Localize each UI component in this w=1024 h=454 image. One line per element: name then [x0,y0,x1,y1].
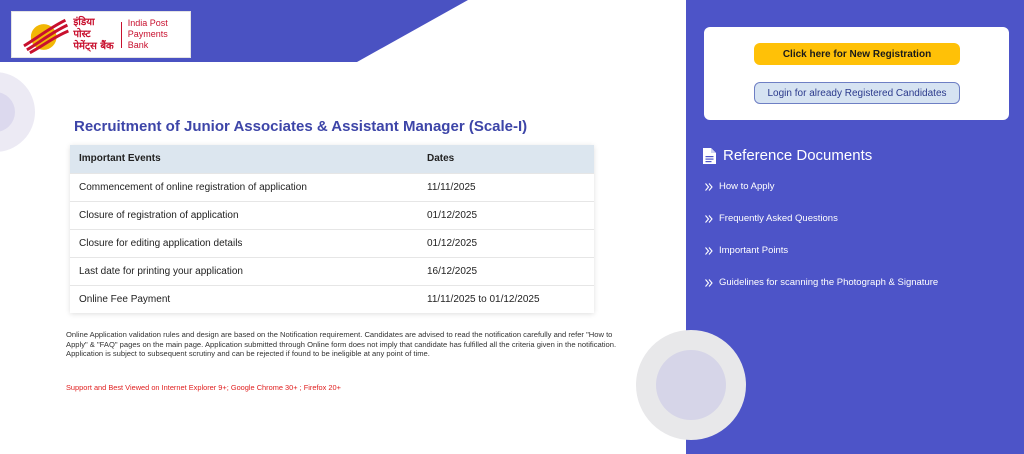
column-header-dates: Dates [418,145,594,173]
reference-link-label: Important Points [719,245,789,256]
reference-link-label: How to Apply [719,181,775,192]
table-row [70,257,594,285]
date-cell: 01/12/2025 [418,201,594,229]
validation-notice: Online Application validation rules and design are based on the Notification requirement. Candidates are advised to read the notification carefully and refer "How to Apply" & "FAQ" pages on the main page. Application submitted through Online form does not imply that candidate has fulfilled all the criteria given in the notification. Application is subject to subsequent scrutiny and can be rejected if found to be ineligible at any point of time. [66,330,617,359]
browser-support-note: Support and Best Viewed on Internet Explorer 9+; Google Chrome 30+ ; Firefox 20+ [66,383,341,392]
logo-english-text [128,18,190,51]
date-cell: 11/11/2025 to 01/12/2025 [418,285,594,313]
new-registration-button[interactable]: Click here for New Registration [754,43,960,65]
event-cell: Closure for editing application details [70,229,418,257]
table-row [70,285,594,313]
logo-english-line2: Payments Bank [127,29,168,50]
double-chevron-right-icon [705,247,713,255]
table-row [70,229,594,257]
document-icon [703,148,716,164]
column-header-events: Important Events [70,145,418,173]
reference-documents-title: Reference Documents [723,147,873,164]
table-row [70,201,594,229]
login-registered-button[interactable]: Login for already Registered Candidates [754,82,960,104]
registration-card [704,27,1009,120]
logo-hindi-line2: पेमेंट्स बैंक [73,40,114,52]
table-header-row [70,145,594,173]
event-cell: Online Fee Payment [70,285,418,313]
table-row [70,173,594,201]
ippb-logo-icon [20,16,69,54]
reference-link-scanning-guidelines[interactable] [705,277,938,288]
logo-hindi-line1: इंडिया पोस्ट [73,16,95,40]
double-chevron-right-icon [705,183,713,191]
logo-english-line1: India Post [127,18,168,28]
date-cell: 01/12/2025 [418,229,594,257]
reference-documents-heading [703,147,872,164]
date-cell: 11/11/2025 [418,173,594,201]
event-cell: Last date for printing your application [70,257,418,285]
decorative-ring-inner [656,350,726,420]
date-cell: 16/12/2025 [418,257,594,285]
reference-link-how-to-apply[interactable] [705,181,774,192]
logo-hindi-text [73,17,114,53]
double-chevron-right-icon [705,279,713,287]
reference-link-label: Frequently Asked Questions [719,213,838,224]
double-chevron-right-icon [705,215,713,223]
logo-divider [121,22,122,48]
reference-link-label: Guidelines for scanning the Photograph & Signature [719,277,939,288]
page-title: Recruitment of Junior Associates & Assistant Manager (Scale-I) [74,118,528,135]
event-cell: Closure of registration of application [70,201,418,229]
important-events-table [70,145,594,313]
ippb-logo[interactable] [11,11,191,58]
event-cell: Commencement of online registration of application [70,173,418,201]
reference-link-important-points[interactable] [705,245,788,256]
reference-link-faq[interactable] [705,213,838,224]
